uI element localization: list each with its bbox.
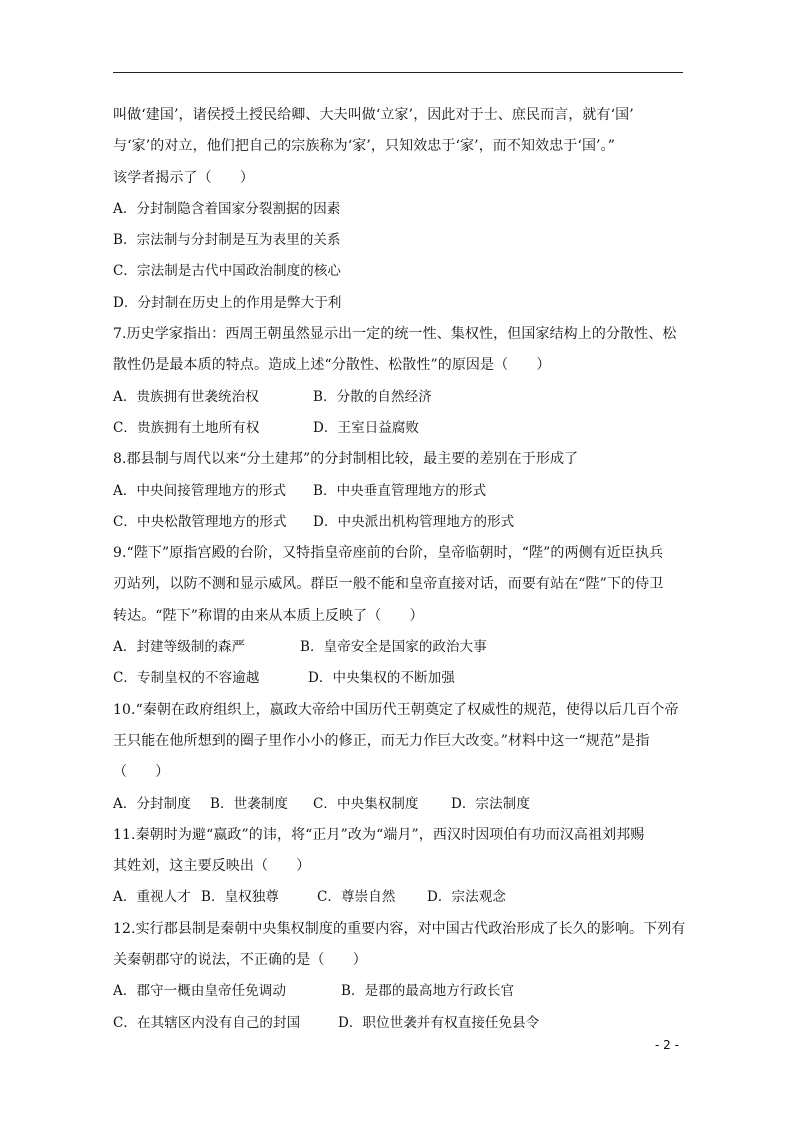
q11-stem-2: 其姓刘，这主要反映出（ ） — [113, 858, 311, 875]
q12-option-a: A．郡守一概由皇帝任免调动 — [113, 983, 287, 1000]
q10-stem-1: 10.“秦朝在政府组织上，嬴政大帝给中国历代王朝奠定了权威性的规范，使得以后几百个帝 — [113, 701, 679, 718]
q8-option-a: A．中央间接管理地方的形式 — [113, 482, 287, 499]
q11-option-c: C．尊崇自然 — [317, 889, 396, 906]
q7-stem-1: 7.历史学家指出：西周王朝虽然显示出一定的统一性、集权性，但国家结构上的分散性、松 — [113, 326, 677, 343]
q9-stem-2: 刃站列，以防不测和显示威风。群臣一般不能和皇帝直接对话，而要有站在“陛”下的侍卫 — [113, 576, 664, 593]
q12-option-c: C．在其辖区内没有自己的封国 — [113, 1014, 301, 1031]
q6-option-d: D．分封制在历史上的作用是弊大于利 — [113, 294, 342, 311]
q12-option-b: B．是郡的最高地方行政长官 — [341, 983, 515, 1000]
q8-options-cd — [113, 507, 688, 538]
q10-options — [113, 789, 688, 820]
q9-options-ab — [113, 632, 688, 663]
q8-stem: 8.郡县制与周代以来“分土建邦”的分封制相比较，最主要的差别在于形成了 — [113, 451, 579, 468]
q12-options-cd — [113, 1008, 688, 1039]
q10-option-c: C．中央集权制度 — [313, 795, 419, 812]
q11-options — [113, 882, 688, 913]
q6-option-a: A．分封制隐含着国家分裂割据的因素 — [113, 200, 341, 217]
q11-option-d: D．宗法观念 — [427, 889, 506, 906]
document-body — [113, 100, 688, 1039]
q9-option-c: C．专制皇权的不容逾越 — [113, 670, 260, 687]
header-rule — [113, 72, 683, 73]
q11-option-b: B．皇权独尊 — [201, 889, 280, 906]
q9-stem-3: 转达。“陛下”称谓的由来从本质上反映了（ ） — [113, 607, 424, 624]
q12-options-ab — [113, 976, 688, 1007]
q12-option-d: D．职位世袭并有权直接任免县令 — [338, 1014, 540, 1031]
q9-option-a: A．封建等级制的森严 — [113, 639, 246, 656]
q10-option-b: B．世袭制度 — [210, 795, 289, 812]
q8-option-b: B．中央垂直管理地方的形式 — [313, 482, 487, 499]
q9-stem-1: 9.“陛下”原指宫殿的台阶，又特指皇帝座前的台阶，皇帝临朝时，“陛”的两侧有近臣执兵 — [113, 545, 664, 562]
q12-stem-1: 12.实行郡县制是秦朝中央集权制度的重要内容，对中国古代政治形成了长久的影响。下列有 — [113, 920, 686, 937]
q7-option-c: C．贵族拥有土地所有权 — [113, 419, 260, 436]
q9-option-d: D．中央集权的不断加强 — [308, 670, 455, 687]
q6-option-b: B．宗法制与分封制是互为表里的关系 — [113, 232, 341, 249]
q7-stem-2: 散性仍是最本质的特点。造成上述“分散性、松散性”的原因是（ ） — [113, 357, 551, 374]
q8-option-c: C．中央松散管理地方的形式 — [113, 513, 287, 530]
q7-options-cd — [113, 413, 688, 444]
page-number: - 2 - — [655, 1038, 679, 1052]
q6-option-c: C．宗法制是古代中国政治制度的核心 — [113, 263, 342, 280]
q7-option-d: D．王室日益腐败 — [313, 419, 420, 436]
q8-option-d: D．中央派出机构管理地方的形式 — [313, 513, 515, 530]
q10-stem-3: （ ） — [113, 764, 170, 781]
q11-option-a: A．重视人才 — [113, 889, 191, 906]
q12-stem-2: 关秦朝郡守的说法，不正确的是（ ） — [113, 952, 367, 969]
q7-option-a: A．贵族拥有世袭统治权 — [113, 388, 259, 405]
q10-stem-2: 王只能在他所想到的圈子里作小小的修正，而无力作巨大改变。”材料中这一“规范”是指 — [113, 732, 650, 749]
q7-option-b: B．分散的自然经济 — [313, 388, 432, 405]
intro-line-1: 叫做‘建国’，诸侯授土授民给卿、大夫叫做‘立家’，因此对于士、庶民而言，就有‘国’ — [113, 107, 634, 123]
q11-stem-1: 11.秦朝时为避“嬴政”的讳，将“正月”改为“端月”，西汉时因项伯有功而汉高祖刘邦赐 — [113, 826, 645, 843]
q8-options-ab — [113, 476, 688, 507]
q9-option-b: B．皇帝安全是国家的政治大事 — [300, 639, 487, 656]
q7-options-ab — [113, 382, 688, 413]
q9-options-cd — [113, 663, 688, 694]
q10-option-a: A．分封制度 — [113, 795, 191, 812]
intro-line-3: 该学者揭示了（ ） — [113, 169, 254, 186]
q10-option-d: D．宗法制度 — [451, 795, 530, 812]
intro-line-2: 与‘家’的对立，他们把自己的宗族称为‘家’，只知效忠于‘家’，而不知效忠于‘国’。” — [113, 138, 615, 155]
